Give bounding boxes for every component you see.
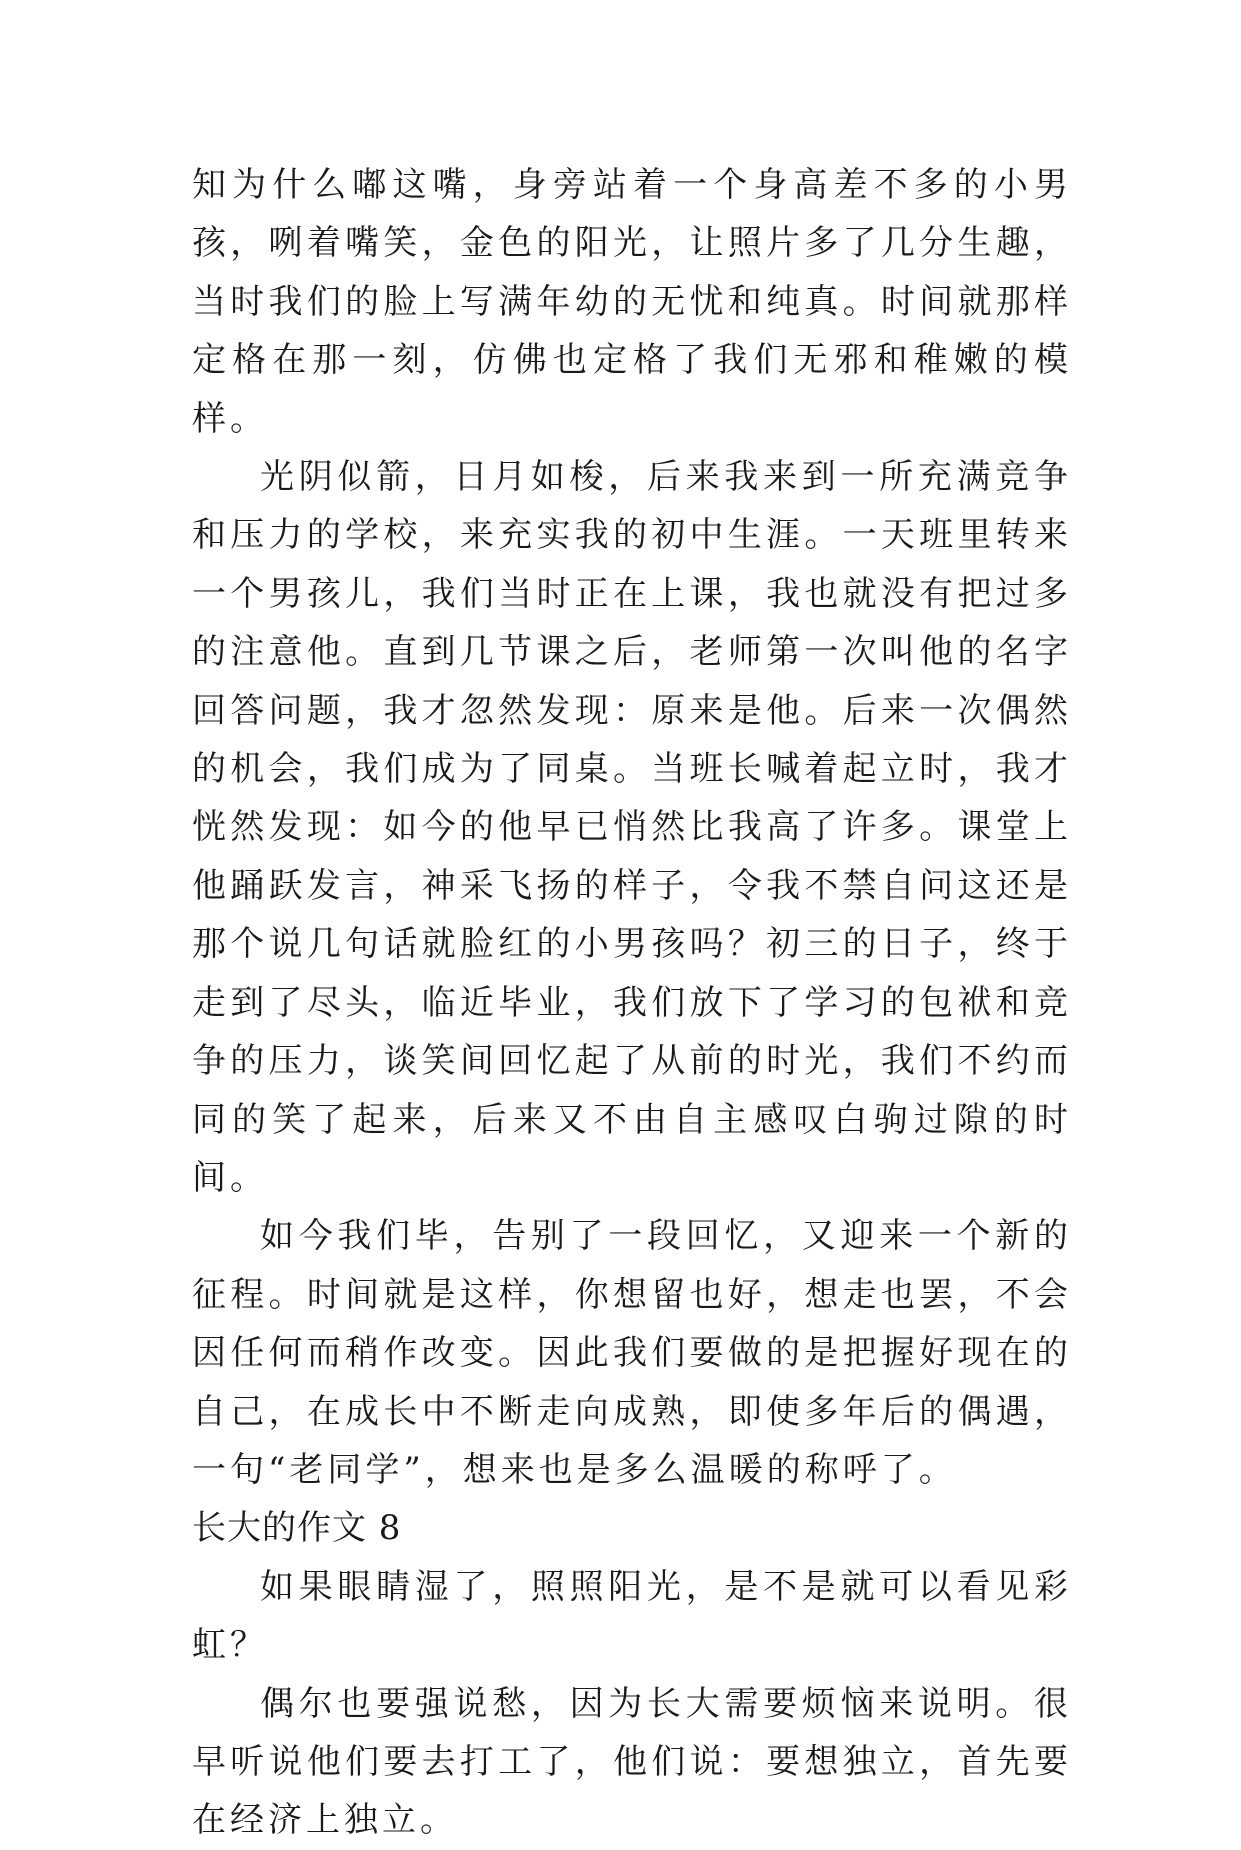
paragraph-farewell: 如今我们毕，告别了一段回忆，又迎来一个新的征程。时间就是这样，你想留也好，想走也罢，不会因任何而稍作改变。因此我们要做的是把握好现在的自己，在成长中不断走向成熟，即使多年后的偶遇，一句“老同学”，想来也是多么温暖的称呼了。 <box>192 1216 1072 1490</box>
paragraph-growing-up: 光阴似箭，日月如梭，后来我来到一所充满竞争和压力的学校，来充实我的初中生涯。一天班里转来一个男孩儿，我们当时正在上课，我也就没有把过多的注意他。直到几节课之后，老师第一次叫他的名字回答问题，我才忽然发现：原来是他。后来一次偶然的机会，我们成为了同桌。当班长喊着起立时，我才恍然发现：如今的他早已悄然比我高了许多。课堂上他踊跃发言，神采飞扬的样子，令我不禁自问这还是那个说几句话就脸红的小男孩吗？初三的日子，终于走到了尽头，临近毕业，我们放下了学习的包袱和竞争的压力，谈笑间回忆起了从前的时光，我们不约而同的笑了起来，后来又不由自主感叹白驹过隙的时间。 <box>192 457 1072 1198</box>
paragraph-rainbow: 如果眼睛湿了，照照阳光，是不是就可以看见彩虹？ <box>192 1566 1072 1666</box>
paragraph-continuation: 知为什么嘟这嘴，身旁站着一个身高差不多的小男孩，咧着嘴笑，金色的阳光，让照片多了几分生趣，当时我们的脸上写满年幼的无忧和纯真。时间就那样定格在那一刻，仿佛也定格了我们无邪和稚嫩的模样。 <box>192 165 1072 439</box>
paragraph-independence: 偶尔也要强说愁，因为长大需要烦恼来说明。很早听说他们要去打工了，他们说：要想独立，首先要在经济上独立。 <box>192 1683 1072 1841</box>
essay-body <box>192 156 1072 1850</box>
essay-heading: 长大的作文 8 <box>192 1508 402 1549</box>
